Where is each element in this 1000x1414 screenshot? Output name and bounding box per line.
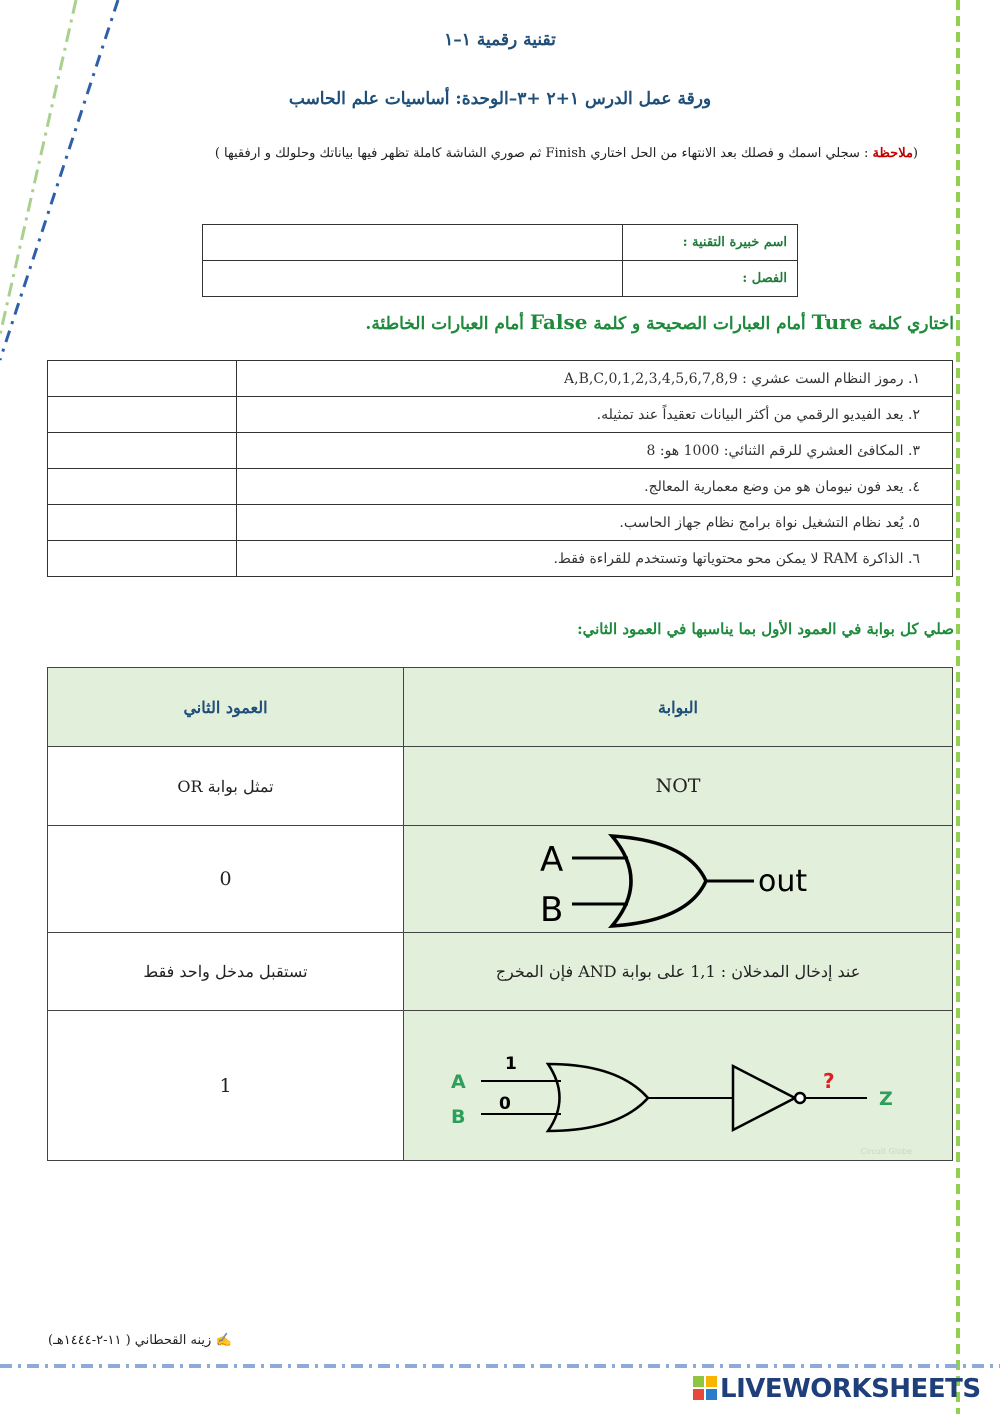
statement-text: ٤. يعد فون نيومان هو من وضع معمارية المعالج. bbox=[237, 469, 953, 505]
second-column-header: العمود الثاني bbox=[48, 668, 404, 747]
note-label: ملاحظة bbox=[872, 146, 913, 161]
statement-row bbox=[48, 397, 953, 433]
or-input-b-label: B bbox=[540, 890, 564, 929]
statement-row bbox=[48, 505, 953, 541]
true-false-instruction bbox=[365, 310, 954, 334]
gate-cell[interactable] bbox=[404, 1011, 953, 1161]
circuit-value-b: 0 bbox=[499, 1093, 511, 1114]
circuit-input-b-label: B bbox=[451, 1105, 466, 1128]
instruction-part-2: أمام العبارات الصحيحة و كلمة bbox=[587, 314, 812, 334]
statement-text: ٥. يُعد نظام التشغيل نواة برامج نظام جهاز الحاسب. bbox=[237, 505, 953, 541]
match-cell[interactable]: تمثل بوابة OR bbox=[48, 747, 404, 826]
name-label: اسم خبيرة التقنية : bbox=[623, 225, 798, 261]
statement-row bbox=[48, 469, 953, 505]
circuit-watermark: Circuit Globe bbox=[860, 1147, 912, 1156]
answer-field[interactable] bbox=[48, 505, 237, 541]
name-field[interactable] bbox=[203, 225, 623, 261]
statement-row bbox=[48, 433, 953, 469]
instruction-part-1: اختاري كلمة bbox=[862, 314, 954, 334]
class-label: الفصل : bbox=[623, 261, 798, 297]
match-cell[interactable]: 0 bbox=[48, 826, 404, 933]
instructions-note bbox=[58, 146, 918, 161]
gate-column-header: البوابة bbox=[404, 668, 953, 747]
statement-row bbox=[48, 541, 953, 577]
or-gate-shape bbox=[612, 836, 706, 926]
matching-row bbox=[48, 1011, 953, 1161]
answer-field[interactable] bbox=[48, 397, 237, 433]
false-word: False bbox=[529, 310, 588, 334]
circuit-value-a: 1 bbox=[505, 1053, 517, 1074]
answer-field[interactable] bbox=[48, 541, 237, 577]
matching-row bbox=[48, 747, 953, 826]
note-open-paren: ( bbox=[912, 146, 918, 161]
matching-instruction: صلي كل بوابة في العمود الأول بما يناسبها في العمود الثاني: bbox=[577, 620, 954, 638]
worksheet-subtitle: ورقة عمل الدرس ١+٢ +٣–الوحدة: أساسيات علم الحاسب bbox=[288, 89, 712, 109]
liveworksheets-brand bbox=[692, 1374, 981, 1404]
or-input-a-label: A bbox=[540, 840, 564, 880]
worksheet-title: تقنية رقمية ١–١ bbox=[444, 30, 556, 50]
gate-cell[interactable]: عند إدخال المدخلان : 1,1 على بوابة AND فإن المخرج bbox=[404, 933, 953, 1011]
author-footer: ✍ زينه القحطاني ( ١١-٢-١٤٤٤هـ) bbox=[48, 1333, 232, 1348]
student-info-table bbox=[202, 224, 798, 297]
matching-table bbox=[47, 667, 953, 1161]
gate-cell[interactable] bbox=[404, 826, 953, 933]
note-text: : سجلي اسمك و فصلك بعد الانتهاء من الحل اختاري Finish ثم صوري الشاشة كاملة تظهر فيها بياناتك وحلولك و ارفقيها ) bbox=[214, 146, 873, 161]
statement-row bbox=[48, 361, 953, 397]
statement-text: ١. رموز النظام الست عشري : 0,1,2,3,4,5,6,7,8,9,A,B,C bbox=[237, 361, 953, 397]
or-output-label: out bbox=[758, 864, 808, 899]
liveworksheets-logo-icon bbox=[692, 1375, 718, 1401]
matching-row bbox=[48, 933, 953, 1011]
brand-name: LIVEWORKSHEETS bbox=[720, 1374, 981, 1404]
and-not-circuit-diagram bbox=[443, 1036, 913, 1136]
class-field[interactable] bbox=[203, 261, 623, 297]
statement-text: ٦. الذاكرة RAM لا يمكن محو محتوياتها وتستخدم للقراءة فقط. bbox=[237, 541, 953, 577]
statement-text: ٢. يعد الفيديو الرقمي من أكثر البيانات تعقيداً عند تمثيله. bbox=[237, 397, 953, 433]
matching-row bbox=[48, 826, 953, 933]
circuit-input-a-label: A bbox=[451, 1070, 466, 1093]
circuit-unknown-output: ? bbox=[823, 1068, 835, 1093]
match-cell[interactable]: تستقبل مدخل واحد فقط bbox=[48, 933, 404, 1011]
answer-field[interactable] bbox=[48, 469, 237, 505]
or-gate-diagram bbox=[528, 829, 828, 929]
statement-text: ٣. المكافئ العشري للرقم الثنائي: 1000 هو: 8 bbox=[237, 433, 953, 469]
and-gate-shape bbox=[548, 1064, 648, 1131]
match-cell[interactable]: 1 bbox=[48, 1011, 404, 1161]
not-gate-shape bbox=[733, 1066, 795, 1130]
circuit-output-label: Z bbox=[879, 1087, 893, 1110]
true-false-table bbox=[47, 360, 953, 577]
answer-field[interactable] bbox=[48, 361, 237, 397]
true-word: Ture bbox=[811, 310, 863, 334]
answer-field[interactable] bbox=[48, 433, 237, 469]
instruction-part-3: أمام العبارات الخاطئة. bbox=[365, 314, 530, 334]
matching-header-row bbox=[48, 668, 953, 747]
gate-cell[interactable]: NOT bbox=[404, 747, 953, 826]
